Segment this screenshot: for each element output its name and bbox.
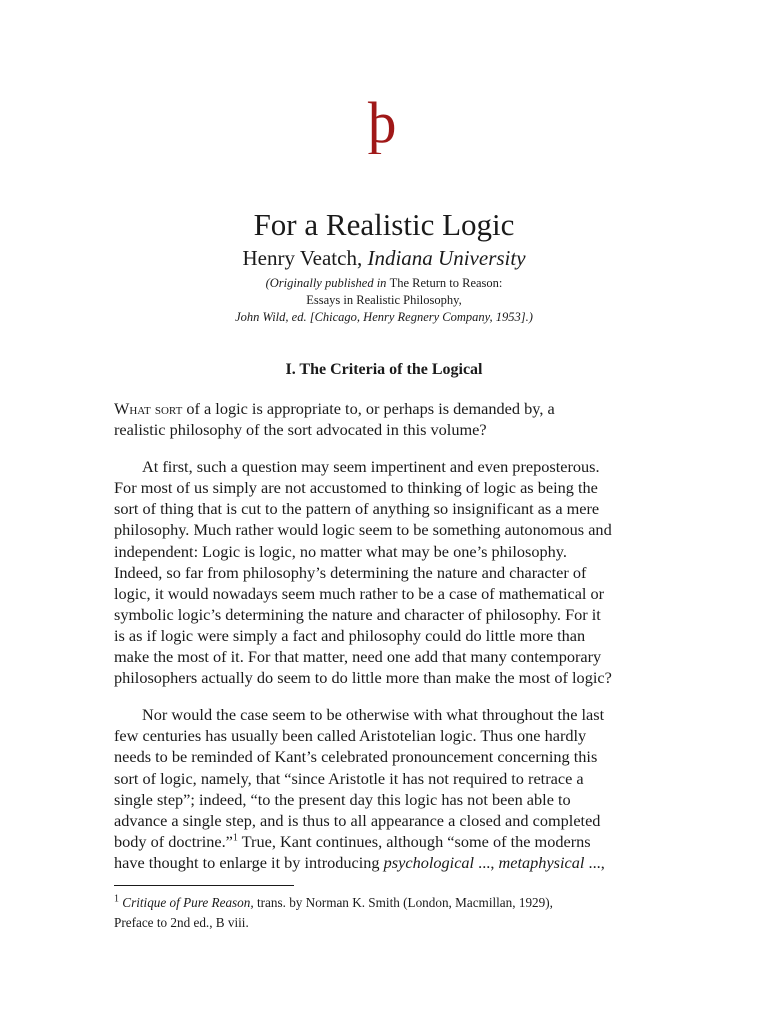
author-line — [0, 245, 768, 271]
paragraph-2-line: is as if logic were simply a fact and philosophy could do little more than — [114, 625, 586, 645]
paragraph-1-line-1-rest: of a logic is appropriate to, or perhaps is demanded by, a — [182, 399, 555, 418]
paragraph-1-line-1 — [114, 398, 654, 419]
paragraph-3-line: Nor would the case seem to be otherwise with what throughout the last — [142, 705, 605, 725]
paragraph-2-line: For most of us simply are not accustomed to thinking of logic as being the — [114, 478, 598, 498]
italic-metaphysical: metaphysical — [498, 852, 585, 872]
paragraph-3-line: advance a single step, and is thus to all appearance a closed and completed — [114, 810, 601, 830]
publication-line-3 — [0, 309, 768, 326]
paragraph-3 — [114, 704, 654, 873]
paragraph-gap — [114, 440, 654, 456]
publication-note — [0, 275, 768, 326]
paragraph-3-line: few centuries has usually been called Aristotelian logic. Thus one hardly — [114, 726, 587, 746]
paragraph-2-line: At first, such a question may seem impertinent and even preposterous. — [142, 457, 600, 477]
footnote-line-1 — [114, 893, 674, 913]
publication-book-title: The Return to Reason: — [389, 276, 503, 290]
paragraph-1-line-2: realistic philosophy of the sort advocated in this volume? — [114, 420, 487, 440]
publication-line-1 — [0, 275, 768, 292]
small-caps-lead: What sort — [114, 399, 183, 418]
paragraph-3-line-8-lead: have thought to enlarge it by introducing — [114, 852, 384, 872]
paragraph-2 — [114, 456, 654, 688]
footnote-separator — [114, 885, 294, 886]
body-text — [114, 398, 654, 873]
paragraph-3-line-8 — [114, 852, 654, 873]
thorn-logo-icon — [360, 92, 404, 154]
footnote-reference-1[interactable]: 1 — [232, 832, 238, 844]
publication-editor: John Wild, ed. [Chicago, Henry Regnery Company, 1953].) — [235, 310, 533, 324]
footnote-1 — [114, 893, 674, 933]
footnote-italic-title: Critique of Pure Reason, — [122, 895, 254, 910]
paragraph-2-line: make the most of it. For that matter, need one add that many contemporary — [114, 647, 602, 667]
author-name: Henry Veatch, — [242, 246, 368, 270]
paragraph-3-line: single step”; indeed, “to the present day this logic has not been able to — [114, 789, 571, 809]
footnote-line-1-rest: trans. by Norman K. Smith (London, Macmillan, 1929), — [253, 895, 553, 910]
paragraph-2-line: philosophers actually do seem to do little more than make the most of logic? — [114, 668, 612, 688]
footnote-marker: 1 — [114, 893, 119, 905]
paragraph-3-line-8-mid: ..., — [474, 852, 499, 872]
author-affiliation: Indiana University — [367, 246, 526, 270]
paragraph-2-line: logic, it would nowadays seem much rather to be a case of mathematical or — [114, 583, 605, 603]
document-title: For a Realistic Logic — [253, 207, 515, 242]
italic-psychological: psychological — [383, 852, 475, 872]
paragraph-gap — [114, 688, 654, 704]
footnote-line-2: Preface to 2nd ed., B viii. — [114, 915, 249, 930]
section-heading: I. The Criteria of the Logical — [285, 361, 483, 378]
paragraph-2-line: symbolic logic’s determining the nature and character of philosophy. For it — [114, 604, 601, 624]
paragraph-3-line: needs to be reminded of Kant’s celebrated pronouncement concerning this — [114, 747, 598, 767]
paragraph-2-line: philosophy. Much rather would logic seem to be something autonomous and — [114, 520, 612, 540]
paragraph-3-line-7 — [114, 831, 654, 852]
publication-lead: (Originally published in — [265, 276, 390, 290]
paragraph-3-line-7-lead: body of doctrine.” — [114, 831, 233, 851]
paragraph-2-line: Indeed, so far from philosophy’s determining the nature and character of — [114, 562, 587, 582]
paragraph-3-line: sort of logic, namely, that “since Aristotle it has not required to retrace a — [114, 768, 584, 788]
paragraph-3-line-8-end: ..., — [584, 852, 605, 872]
paragraph-2-line: sort of thing that is cut to the pattern of anything so insignificant as a mere — [114, 499, 600, 519]
thorn-logo-glyph: þ — [367, 92, 397, 154]
paragraph-3-line-7-rest: True, Kant continues, although “some of the moderns — [237, 831, 591, 851]
paragraph-2-line: independent: Logic is logic, no matter what may be one’s philosophy. — [114, 541, 567, 561]
publication-line-2: Essays in Realistic Philosophy, — [306, 293, 462, 307]
